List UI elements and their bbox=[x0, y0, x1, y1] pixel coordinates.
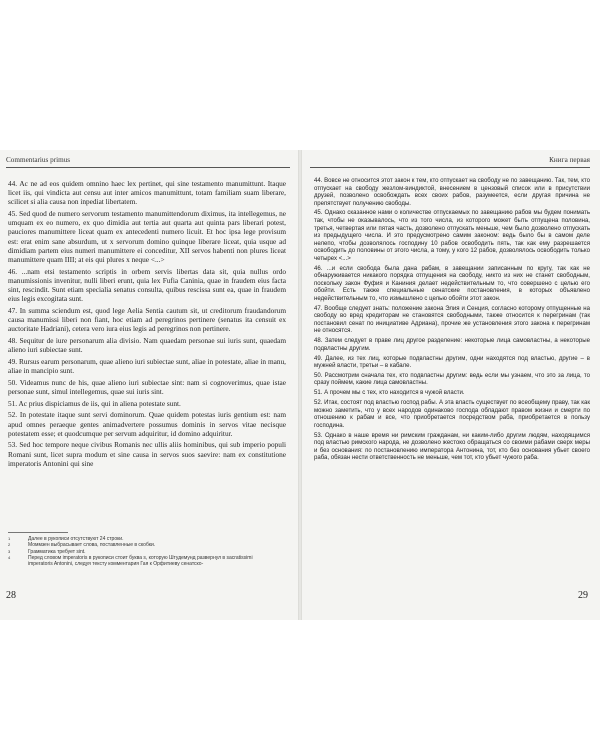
paragraph-49-russian: 49. Далее, из тех лиц, которые подвластны другим, одни находятся под властью, другие – в мужней власти, третьи – в кабале. bbox=[314, 355, 590, 370]
paragraph-44-russian: 44. Вовсе не относится этот закон к тем, кто отпускает на свободу не по завещанию. Так, тем, кто отпускает на свободу жезлом-виндиктой, внесением в цензовый список или в присутствии друзей, позволено освобождать всех своих рабов, разумеется, если другая причина не препятствует получению свободы. bbox=[314, 178, 590, 207]
footnote-mark: 4 bbox=[8, 554, 11, 560]
footnote-mark: 3 bbox=[8, 548, 11, 554]
header-rule-left bbox=[6, 167, 290, 168]
header-rule-right bbox=[310, 167, 590, 168]
paragraph-45-latin: 45. Sed quod de numero servorum testamento manumittendorum diximus, ita intellegemus, ne umquam ex eo numero, ex quo dimidia aut tertia aut quarta aut quinta pars liberari potest, pauciores manumittere liceat quam ex antecedenti numero licuit. Et hoc ipsa lege provisum est: erat enim sane absurdum, ut x servorum domino quinque liberare liceat, quia usque ad dimidiam partem eius numeri manumittere ei conceditur, XII servos habenti non plures liceat manumittere quam IIII; at eis qui plures x neque <...> bbox=[8, 209, 286, 264]
footnote-text: Грамматика требует sint. bbox=[28, 548, 86, 555]
paragraph-48-russian: 48. Затем следует в праве лиц другое разделение: некоторые лица самовластны, а некоторые подвластны другим. bbox=[314, 338, 590, 352]
paragraph-50-latin: 50. Videamus nunc de his, quae alieno iuri subiectae sint: nam si cognoverimus, quae istae personae sunt, simul intellegemus, quae sui iuris sint. bbox=[8, 377, 286, 396]
paragraph-50-russian: 50. Рассмотрим сначала тех, кто подвластны другим: ведь если мы узнаем, что это за лица, то сразу поймем, какие лица самовластны. bbox=[314, 372, 590, 387]
paragraph-45-russian: 45. Однако сказанное нами о количестве отпускаемых по завещанию рабов мы будем понимать так, чтобы не оказывалось, что из того числа, из которого может быть отпущена половина, третья, четвертая или пятая часть, дозволено отпускать меньше, чем было дозволено отпускать из предыдущего числа. И это предусмотрено самим законом: ведь было бы в самом деле нелепо, чтобы дозволялось господину 10 рабов освободить пять, так как ему разрешается освободить до половины от этого числа, а тому, у кого 12 рабов, дозволялось освободить только четырех <...> bbox=[314, 210, 590, 262]
footnote-text: Далее в рукописи отсутствуют 24 строки. bbox=[28, 536, 124, 542]
right-page bbox=[302, 150, 600, 620]
footnote-text: Моммзен выбрасывает слова, поставленные в скобки. bbox=[28, 542, 156, 549]
paragraph-46-russian: 46. ...и если свобода была дана рабам, в завещании записанным по кругу, так как не обнаруживается никакого порядка отпущения на свободу, никто из них не станет свободным, поскольку закон Фуфия и Каниния делает недействительным то, что совершено с целью его обойти. Есть также специальные сенатские постановления, в которых объявлено недействительным то, что измышлено с целью обойти этот закон. bbox=[314, 265, 590, 302]
paragraph-53-latin: 53. Sed hoc tempore neque civibus Romanis nec ullis aliis hominibus, qui sub imperio populi Romani sunt, licet supra modum et sine causa in servos suos saevire: nam ex constitutione imperatoris Antonini qui sine bbox=[8, 440, 286, 468]
left-page bbox=[0, 150, 298, 620]
footnote-text: Перед словом imperatoris в рукописи стоит буква s, которую Штудемунд развернул в sacratissimi imperatoris Antonini, следуя тексту комментария Гая к Орфитиеву сенатско- bbox=[28, 554, 253, 568]
russian-text bbox=[314, 178, 590, 465]
paragraph-51-russian: 51. А прочем мы с тех, кто находится в чужой власти. bbox=[314, 390, 465, 397]
paragraph-49-latin: 49. Rursus earum personarum, quae alieno iuri subiectae sunt, aliae in potestate, aliae in manu, aliae in mancipio sunt. bbox=[8, 356, 286, 375]
footnote bbox=[8, 555, 286, 568]
page-number-right: 29 bbox=[578, 590, 588, 601]
latin-text bbox=[8, 179, 286, 470]
page-number-left: 28 bbox=[6, 590, 16, 601]
running-head-right: Книга первая bbox=[549, 156, 590, 164]
footnote-rule bbox=[8, 532, 68, 533]
footnote-mark: 1 bbox=[8, 536, 11, 541]
paragraph-51-latin: 51. Ac prius dispiciamus de iis, qui in aliena potestate sunt. bbox=[8, 398, 181, 408]
paragraph-47-russian: 47. Вообще следует знать: положение закона Элия и Сенция, согласно которому отпущенные на свободу во вред кредиторам не становятся свободными, также относится к перегринам (так постановил сенат по инициативе Адриана), прочие же установления этого закона к перегринам не относятся. bbox=[314, 305, 590, 335]
running-head-left: Commentarius primus bbox=[6, 156, 71, 164]
paragraph-52-russian: 52. Итак, состоят под властью господ рабы. А эта власть существует по всеобщему праву, так как можно заметить, что у всех народов одинаково господа обладают правом жизни и смерти по отношению к рабам и все, что приобретается посредством раба, приобретается в пользу господина. bbox=[314, 400, 590, 429]
paragraph-47-latin: 47. In summa sciendum est, quod lege Aelia Sentia cautum sit, ut creditorum fraudandorum causa manumissi liberi non fiant, hoc etiam ad peregrinos pertinere (senatus ita censuit ex auctoritate Hadriani), cetera vero iura eius legis ad peregrinos non pertinere. bbox=[8, 305, 286, 334]
paragraph-52-latin: 52. In potestate itaque sunt servi dominorum. Quae quidem potestas iuris gentium est: nam apud omnes peraeque gentes animadvertere possumus dominis in servos vitae necisque potestatem esse; et quodcumque per servum adquiritur, id domino adquiritur. bbox=[8, 410, 286, 438]
footnotes bbox=[8, 536, 286, 567]
footnote-mark: 2 bbox=[8, 542, 11, 548]
paragraph-48-latin: 48. Sequitur de iure personarum alia divisio. Nam quaedam personae sui iuris sunt, quaedam alieno iuri subiectae sunt. bbox=[8, 335, 286, 355]
paragraph-53-russian: 53. Однако в наше время ни римским гражданам, ни каким-либо другим людям, находящимся под властью римского народа, не дозволено жестоко обращаться со своими рабами сверх меры и без основания: по постановлению императора Антонина, тот, кто без основания убьет своего раба, обязан нести ответственность не меньше, чем тот, кто убьет чужого раба. bbox=[314, 432, 590, 462]
paragraph-44-latin: 44. Ac ne ad eos quidem omnino haec lex pertinet, qui sine testamento manumittunt. Itaque licet iis, qui vindicta aut censu aut inter amicos manumittunt, totam familiam suam liberare, scilicet si alia causa non inpediat libertatem. bbox=[8, 179, 286, 207]
paragraph-46-latin: 46. ...nam etsi testamento scriptis in orbem servis libertas data sit, quia nullus ordo manumissionis invenitur, nulli liberi erunt, quia lex Fufia Caninia, quae in fraudem eius facta sint, rescindit. Sunt etiam specialia senatus consulta, quibus rescissa sunt ea, quae in fraudem eius legis excogitata sunt. bbox=[8, 266, 286, 304]
